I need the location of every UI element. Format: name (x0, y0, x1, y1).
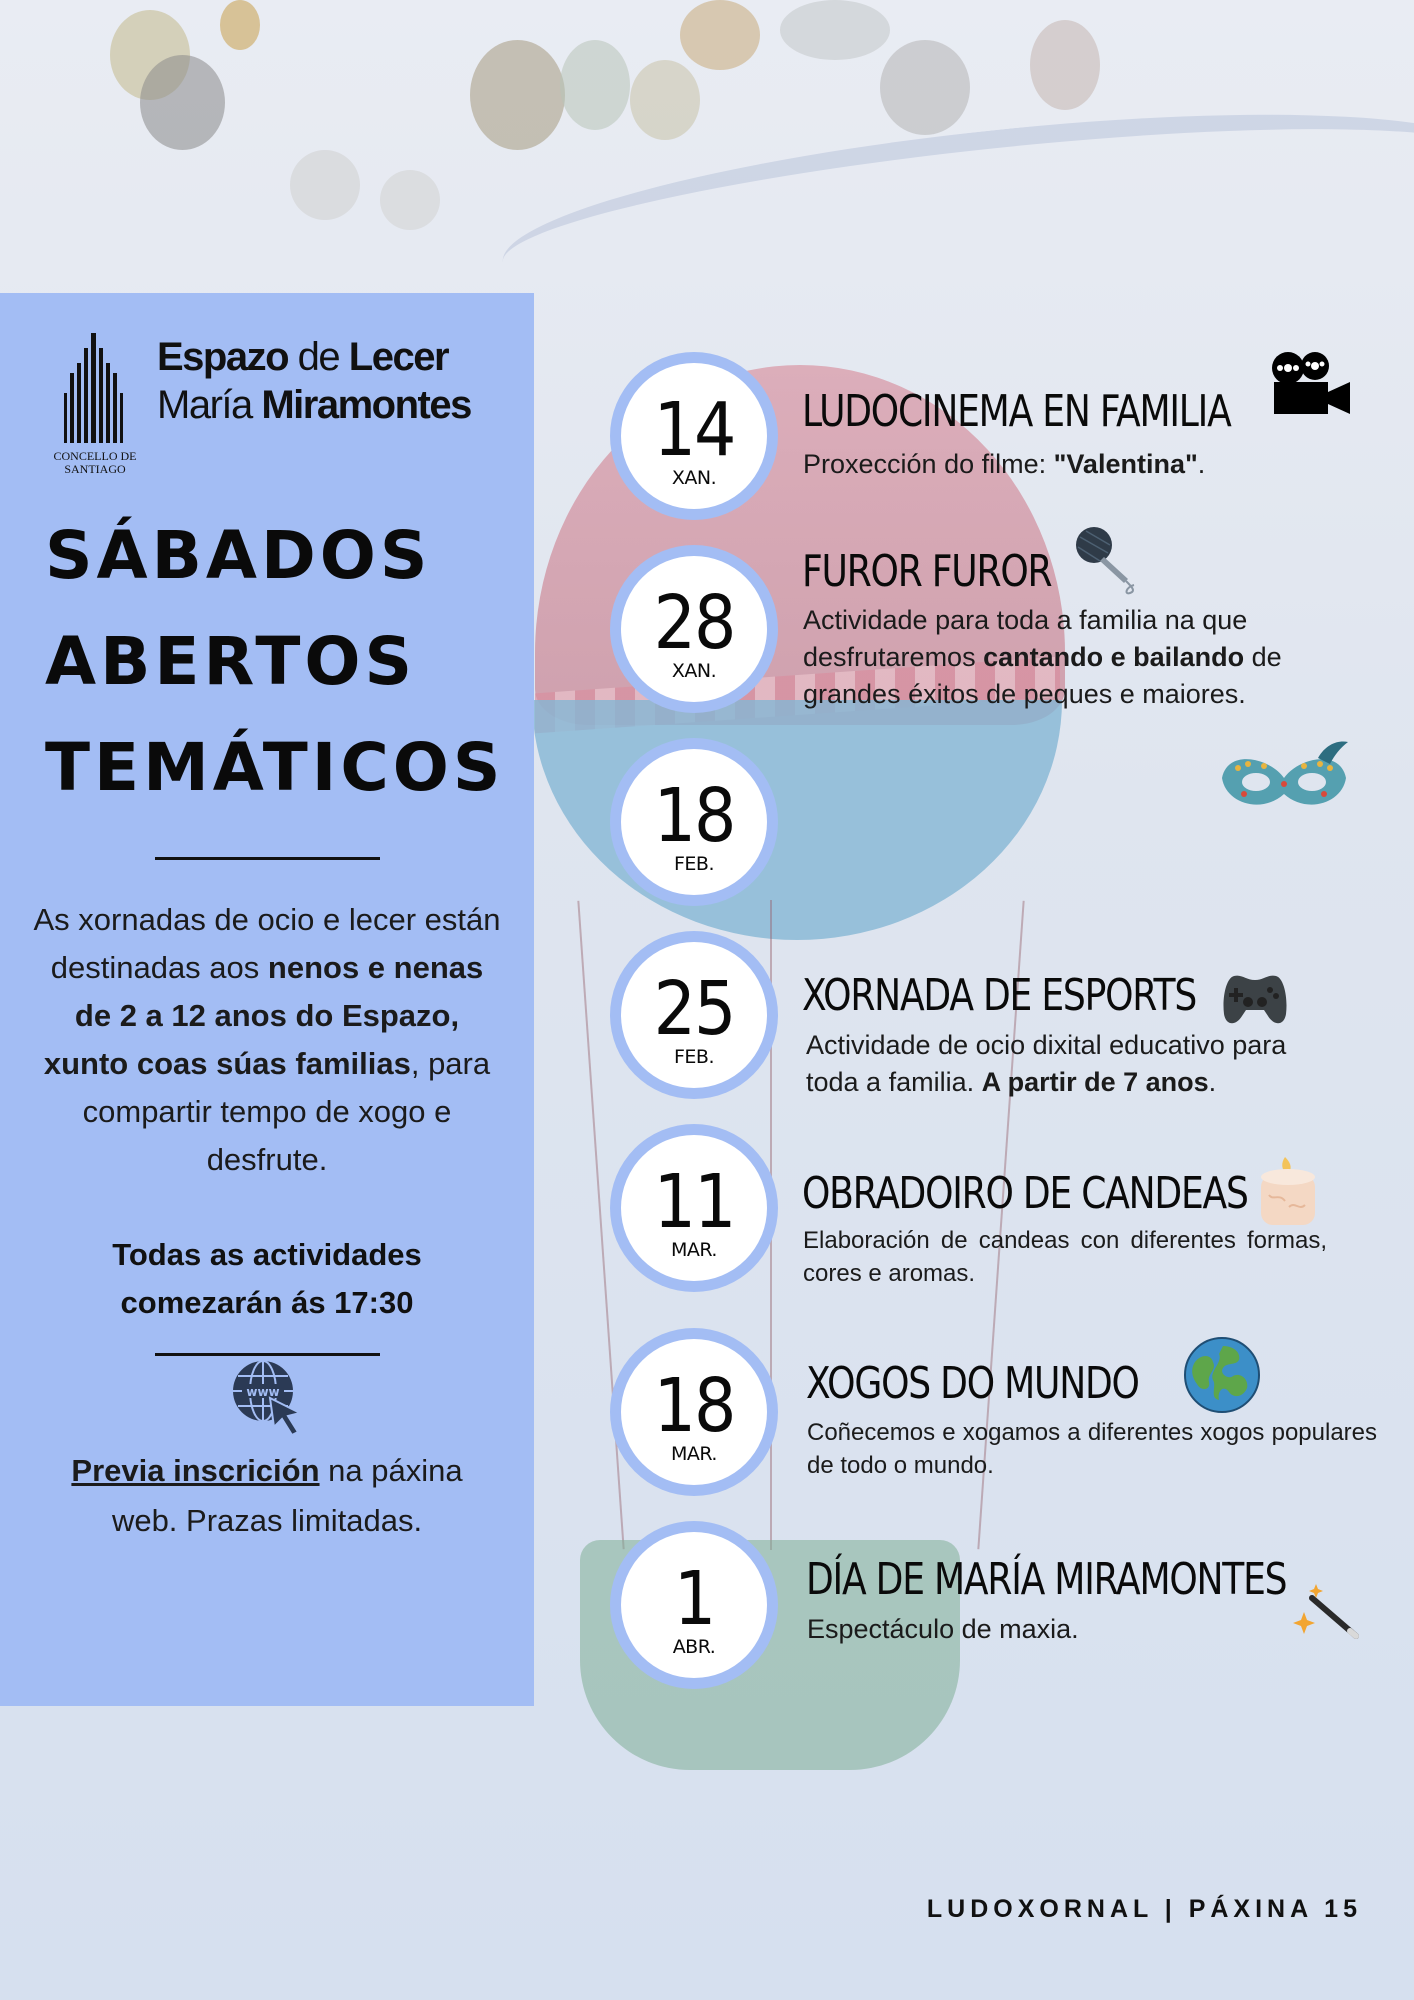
event-title: OBRADOIRO DE CANDEAS (802, 1168, 1248, 1219)
info-panel (0, 293, 534, 1706)
signup-link[interactable]: Previa inscrición (71, 1453, 320, 1488)
org-name: Espazo de Lecer (157, 335, 449, 379)
logo (50, 333, 510, 476)
film-camera-icon (1268, 350, 1352, 416)
intro-text: As xornadas de ocio e lecer están destinadas aos nenos e nenas de 2 a 12 anos do Espazo, xunto coas súas familias, para compartir tempo de xogo e desfrute. (33, 902, 501, 1177)
event-day: 18 (653, 773, 735, 859)
city-name: CONCELLO DE SANTIAGO (53, 449, 137, 476)
web-globe-cursor-icon (230, 1358, 306, 1438)
event-month: XAN. (671, 467, 717, 489)
carnival-mask-icon (1218, 738, 1350, 816)
cathedral-logo-icon (50, 333, 140, 443)
event-month: MAR. (671, 1239, 717, 1261)
microphone-icon (1070, 525, 1150, 595)
gamepad-icon (1220, 968, 1290, 1028)
event-day: 28 (653, 580, 735, 666)
event-description: Elaboración de candeas con diferentes formas, cores e aromas. (803, 1227, 1327, 1287)
schedule-note: Todas as actividades comezarán ás 17:30 (112, 1237, 422, 1320)
event-description: Espectáculo de maxia. (807, 1614, 1079, 1644)
page-title: SÁBADOS ABERTOS TEMÁTICOS (45, 517, 505, 806)
candle-icon (1255, 1155, 1321, 1227)
event-title: LUDOCINEMA EN FAMILIA (802, 386, 1231, 437)
event-day: 11 (653, 1159, 735, 1245)
event-day: 1 (673, 1556, 715, 1642)
event-month: FEB. (673, 853, 714, 875)
event-day: 14 (653, 387, 735, 473)
event-date (610, 1124, 778, 1292)
event-month: ABR. (672, 1636, 716, 1658)
signup-text: Previa inscrición na páxina web. Prazas limitadas. (71, 1453, 463, 1538)
event-title: FUROR FUROR (802, 546, 1052, 597)
event-title: DÍA DE MARÍA MIRAMONTES (806, 1554, 1287, 1605)
event-description: Actividade para toda a familia na que desfrutaremos cantando e bailando de grandes éxitos de peques e maiores. (803, 605, 1282, 709)
event-month: FEB. (673, 1046, 714, 1068)
event-description: Actividade de ocio dixital educativo para toda a familia. A partir de 7 anos. (806, 1030, 1287, 1097)
event-description: Coñecemos e xogamos a diferentes xogos populares de todo o mundo. (807, 1419, 1377, 1479)
divider (155, 1353, 380, 1356)
globe-icon (1183, 1336, 1261, 1414)
magic-wand-icon (1292, 1582, 1362, 1642)
event-title: XORNADA DE ESPORTS (802, 970, 1196, 1021)
event-month: MAR. (671, 1443, 717, 1465)
event-title: XOGOS DO MUNDO (806, 1358, 1139, 1409)
event-date (610, 931, 778, 1099)
org-name-line2: María Miramontes (157, 383, 471, 427)
event-date (610, 352, 778, 520)
event-date (610, 545, 778, 713)
svg-text:www: www (246, 1385, 280, 1399)
event-date (610, 1521, 778, 1689)
event-date (610, 738, 778, 906)
event-day: 18 (653, 1363, 735, 1449)
divider (155, 857, 380, 860)
event-description: Proxección do filme: "Valentina". (803, 449, 1206, 479)
event-month: XAN. (671, 660, 717, 682)
page-footer: LUDOXORNAL | PÁXINA 15 (926, 1895, 1362, 1923)
event-day: 25 (653, 966, 735, 1052)
event-date (610, 1328, 778, 1496)
